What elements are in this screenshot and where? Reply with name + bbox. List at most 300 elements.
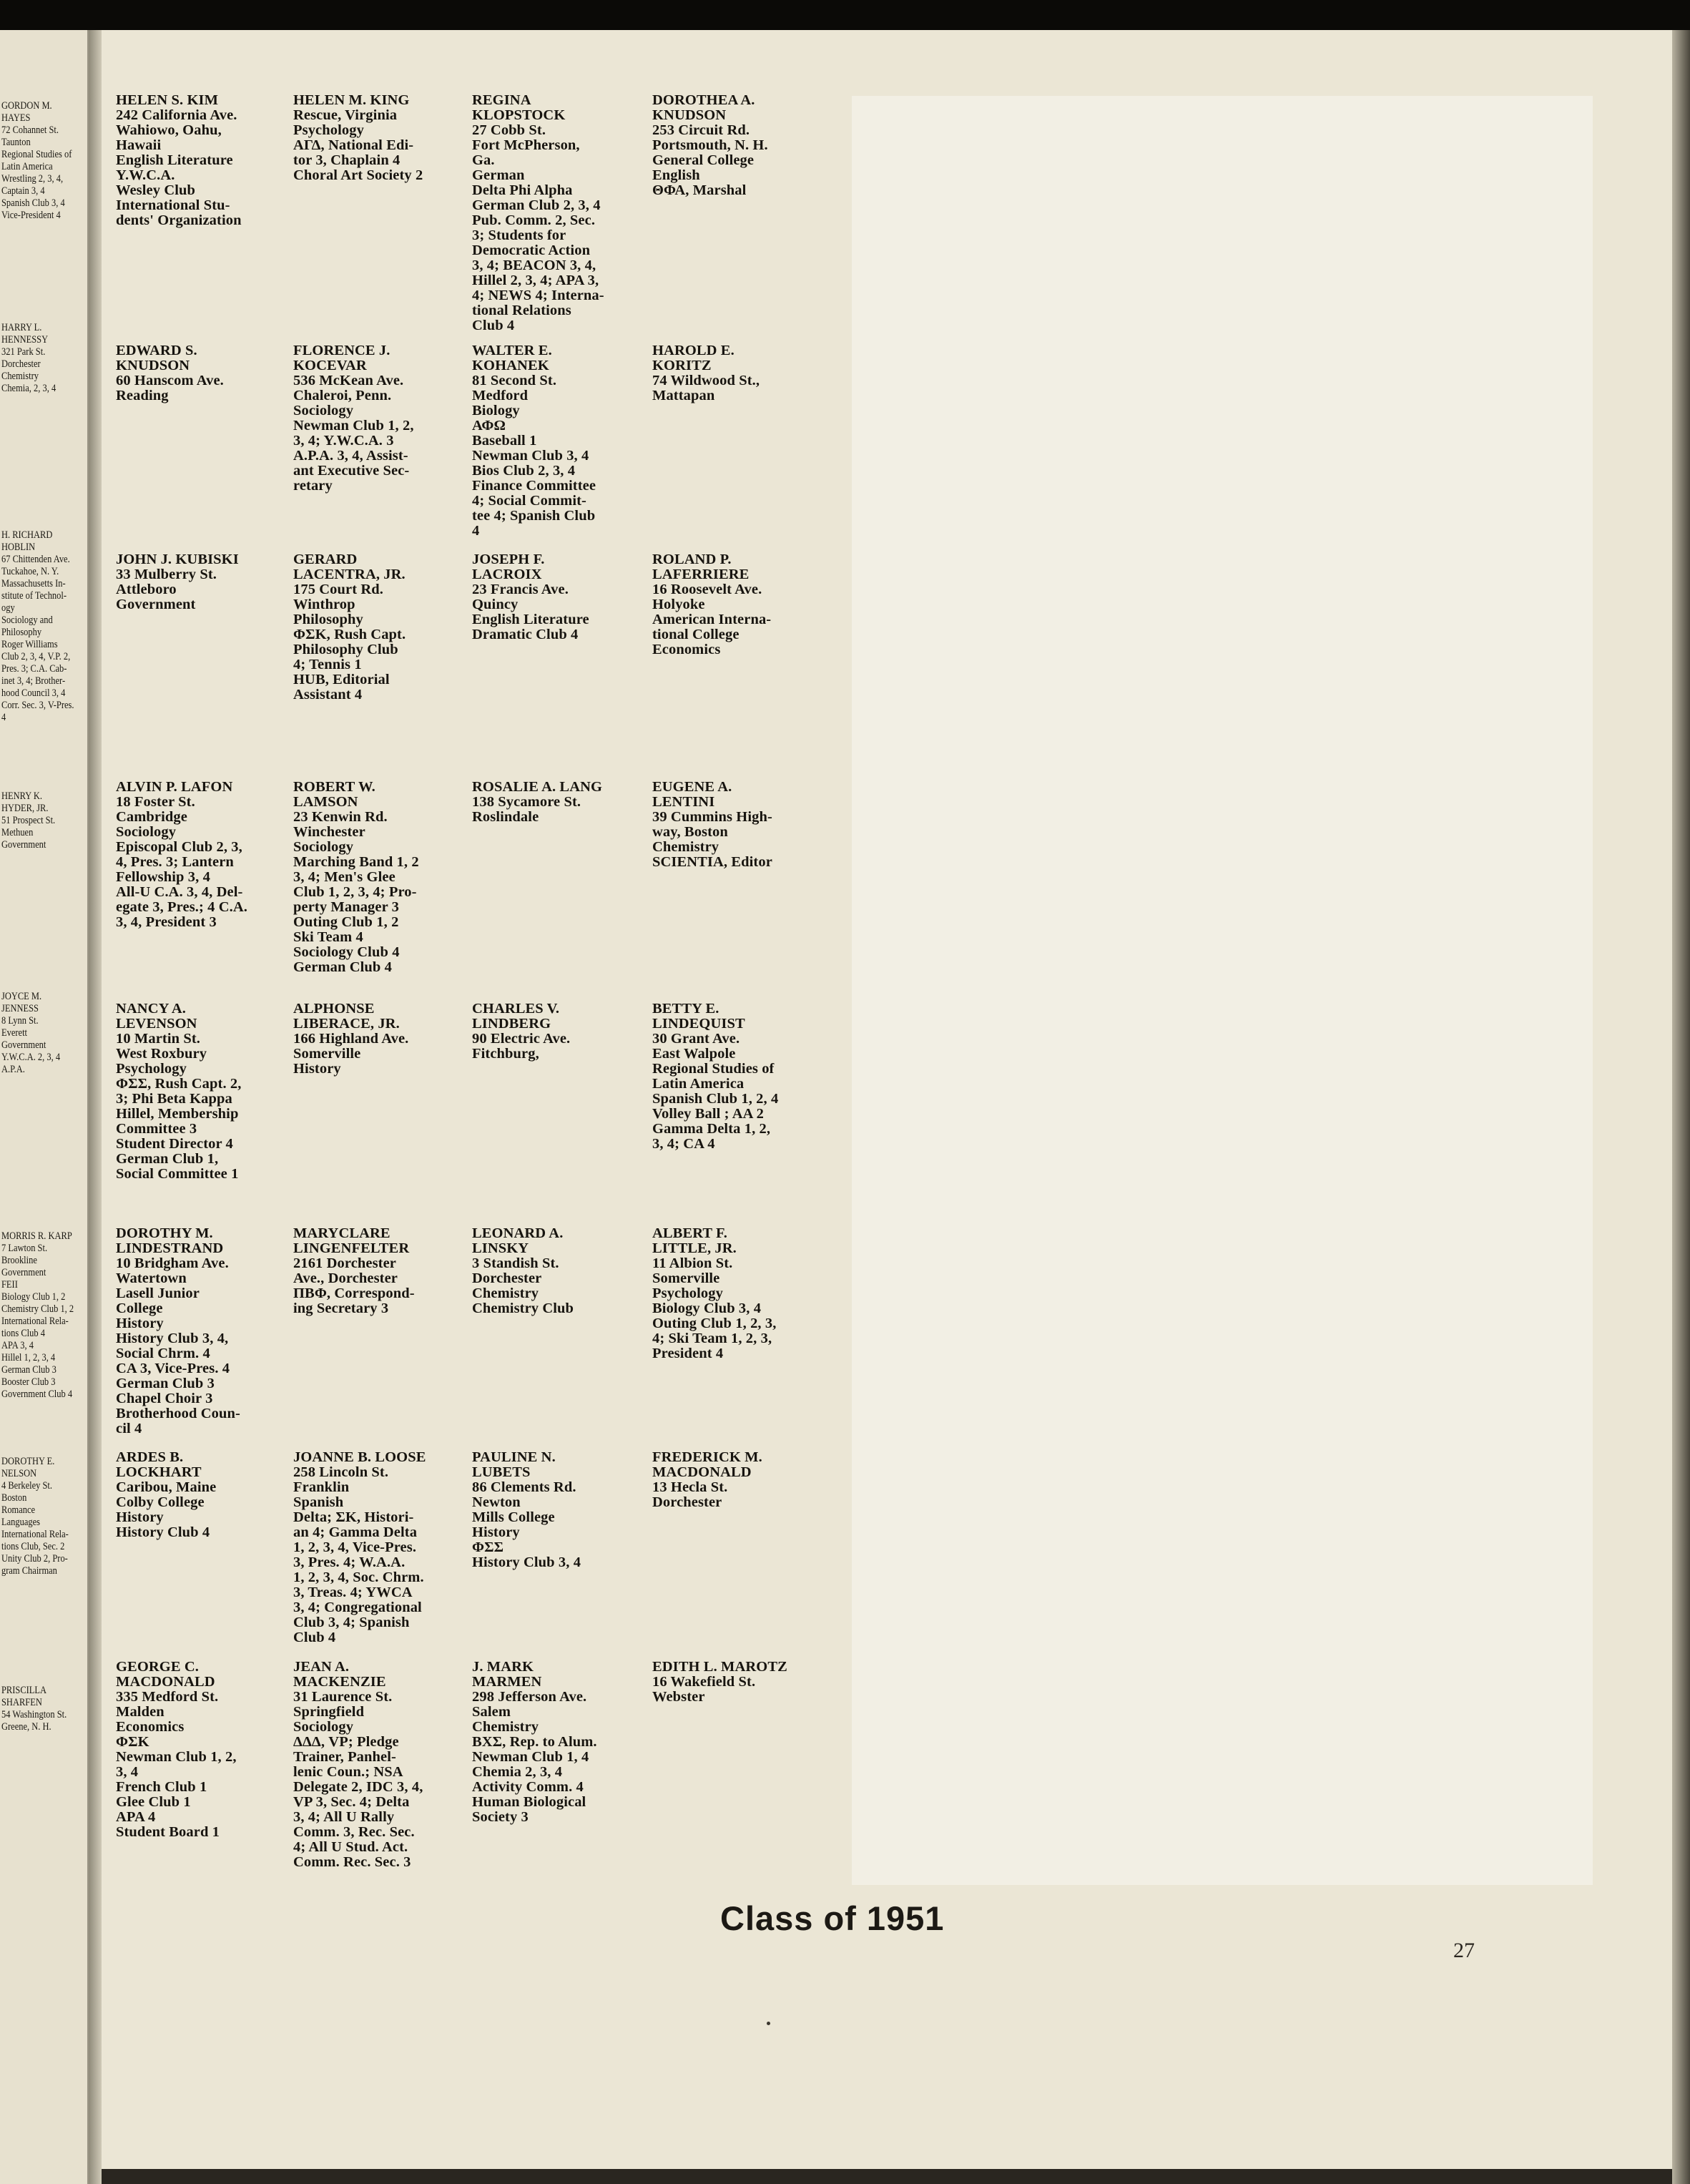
student-detail-line: Somerville <box>652 1271 720 1286</box>
student-detail-line: Student Director 4 <box>116 1137 233 1152</box>
student-detail-line: Outing Club 1, 2, 3, <box>652 1316 777 1331</box>
student-name: MACDONALD <box>652 1465 752 1480</box>
student-detail-line: Malden <box>116 1705 164 1720</box>
student-detail-line: 175 Court Rd. <box>293 582 384 597</box>
student-detail-line: Regional Studies of <box>652 1062 775 1077</box>
student-entry <box>652 780 825 870</box>
student-detail-line: Psychology <box>652 1286 723 1301</box>
student-name: LEVENSON <box>116 1017 197 1032</box>
student-detail-line: Sociology <box>293 1720 354 1735</box>
student-detail-line: Newman Club 3, 4 <box>472 449 589 464</box>
student-detail-line: Human Biological <box>472 1795 586 1810</box>
student-detail-line: German <box>472 168 525 183</box>
student-detail-line: 3, 4; CA 4 <box>652 1137 715 1152</box>
student-name: MACDONALD <box>116 1675 215 1690</box>
student-name: LINDBERG <box>472 1017 551 1032</box>
student-detail-line: VP 3, Sec. 4; Delta <box>293 1795 410 1810</box>
margin-entry-line: Massachusetts In- <box>1 578 66 589</box>
student-name: LITTLE, JR. <box>652 1241 737 1256</box>
margin-entry-line: International Rela- <box>1 1529 69 1540</box>
student-detail-line: ΦΣΚ, Rush Capt. <box>293 627 406 642</box>
student-detail-line: 242 California Ave. <box>116 108 237 123</box>
student-detail-line: Biology Club 3, 4 <box>652 1301 762 1316</box>
student-detail-line: Chemistry <box>472 1720 539 1735</box>
margin-entry-line: HENRY K. <box>1 790 43 802</box>
student-detail-line: CA 3, Vice-Pres. 4 <box>116 1361 230 1376</box>
student-detail-line: Newton <box>472 1495 521 1510</box>
student-name: EUGENE A. <box>652 780 732 795</box>
student-detail-line: ΠΒΦ, Correspond- <box>293 1286 415 1301</box>
margin-entry-line: Booster Club 3 <box>1 1376 56 1388</box>
margin-entry <box>1 529 87 724</box>
student-detail-line: Sociology Club 4 <box>293 945 400 960</box>
student-detail-line: History Club 3, 4 <box>472 1555 581 1570</box>
margin-entry-line: Latin America <box>1 161 53 172</box>
student-name: LOCKHART <box>116 1465 202 1480</box>
student-detail-line: Webster <box>652 1690 705 1705</box>
margin-entry-line: HYDER, JR. <box>1 803 49 814</box>
student-detail-line: Psychology <box>116 1062 187 1077</box>
student-name: LAFERRIERE <box>652 567 750 582</box>
student-detail-line: Committee 3 <box>116 1122 197 1137</box>
student-detail-line: Delta; ΣΚ, Histori- <box>293 1510 414 1525</box>
class-title: Class of 1951 <box>720 1899 945 1937</box>
student-detail-line: International Stu- <box>116 198 230 213</box>
student-detail-line: ΘΦΑ, Marshal <box>652 183 747 198</box>
student-detail-line: 4 <box>472 524 480 539</box>
margin-entry-line: Vice-President 4 <box>1 210 61 221</box>
student-name: KOHANEK <box>472 358 549 373</box>
student-entry <box>293 1660 466 1870</box>
margin-entry-line: 8 Lynn St. <box>1 1015 39 1027</box>
student-entry <box>116 780 289 930</box>
margin-entry-line: German Club 3 <box>1 1364 57 1376</box>
student-detail-line: Sociology <box>293 403 354 418</box>
student-detail-line: 3, 4; Congregational <box>293 1600 422 1615</box>
student-detail-line: Dorchester <box>652 1495 722 1510</box>
student-entry <box>293 93 466 183</box>
student-detail-line: English <box>652 168 700 183</box>
margin-entry-line: Government <box>1 839 46 851</box>
student-detail-line: 31 Laurence St. <box>293 1690 393 1705</box>
student-detail-line: APA 4 <box>116 1810 156 1825</box>
student-detail-line: President 4 <box>652 1346 724 1361</box>
student-name: ALPHONSE <box>293 1002 375 1017</box>
student-detail-line: French Club 1 <box>116 1780 207 1795</box>
student-detail-line: Philosophy Club <box>293 642 398 657</box>
margin-entry-line: MORRIS R. KARP <box>1 1230 72 1242</box>
margin-entry-line: HARRY L. <box>1 322 42 333</box>
margin-entry-line: inet 3, 4; Brother- <box>1 675 66 687</box>
student-detail-line: 13 Hecla St. <box>652 1480 728 1495</box>
student-detail-line: Latin America <box>652 1077 745 1092</box>
student-detail-line: cil 4 <box>116 1421 142 1436</box>
student-name: LACENTRA, JR. <box>293 567 406 582</box>
margin-entry-line: HOBLIN <box>1 542 36 553</box>
student-detail-line: 4; Tennis 1 <box>293 657 362 672</box>
student-detail-line: Economics <box>652 642 721 657</box>
book-gutter <box>89 30 102 2184</box>
student-detail-line: General College <box>652 153 755 168</box>
student-detail-line: Social Committee 1 <box>116 1167 239 1182</box>
student-entry <box>116 343 289 403</box>
margin-entry-line: GORDON M. <box>1 100 52 112</box>
student-detail-line: Wahiowo, Oahu, <box>116 123 222 138</box>
student-detail-line: Chemia 2, 3, 4 <box>472 1765 563 1780</box>
margin-entry-line: APA 3, 4 <box>1 1340 34 1351</box>
student-detail-line: East Walpole <box>652 1047 736 1062</box>
student-detail-line: Baseball 1 <box>472 434 537 449</box>
student-detail-line: Fort McPherson, <box>472 138 580 153</box>
student-detail-line: ΦΣΣ <box>472 1540 504 1555</box>
student-detail-line: Medford <box>472 388 529 403</box>
margin-entry <box>1 1456 87 1577</box>
student-detail-line: Salem <box>472 1705 511 1720</box>
student-name: KOCEVAR <box>293 358 367 373</box>
margin-entry-line: 67 Chittenden Ave. <box>1 554 70 565</box>
student-name: MARYCLARE <box>293 1226 390 1241</box>
margin-entry-line: Roger Williams <box>1 639 58 650</box>
student-detail-line: 258 Lincoln St. <box>293 1465 389 1480</box>
student-detail-line: Democratic Action <box>472 243 591 258</box>
student-detail-line: College <box>116 1301 163 1316</box>
student-name: J. MARK <box>472 1660 534 1675</box>
student-entry <box>293 552 466 702</box>
student-detail-line: Philosophy <box>293 612 363 627</box>
margin-entry-line: Dorchester <box>1 358 41 370</box>
student-name: HAROLD E. <box>652 343 735 358</box>
student-detail-line: Spanish <box>293 1495 344 1510</box>
student-entry <box>472 1660 645 1825</box>
student-detail-line: Chemistry Club <box>472 1301 574 1316</box>
student-detail-line: Newman Club 1, 2, <box>293 418 414 434</box>
student-detail-line: Society 3 <box>472 1810 529 1825</box>
margin-entry <box>1 1230 87 1401</box>
student-detail-line: Roslindale <box>472 810 539 825</box>
student-detail-line: 4; NEWS 4; Interna- <box>472 288 604 303</box>
student-detail-line: Club 4 <box>293 1630 336 1645</box>
student-detail-line: Springfield <box>293 1705 365 1720</box>
student-detail-line: 335 Medford St. <box>116 1690 219 1705</box>
student-detail-line: ΔΔΔ, VP; Pledge <box>293 1735 399 1750</box>
student-detail-line: Fitchburg, <box>472 1047 539 1062</box>
student-name: LACROIX <box>472 567 542 582</box>
student-entry <box>116 552 289 612</box>
student-detail-line: 4, Pres. 3; Lantern <box>116 855 234 870</box>
portrait-grid <box>852 96 1593 1885</box>
margin-entry-line: Government <box>1 1267 46 1278</box>
student-entry <box>293 1226 466 1316</box>
student-entry <box>116 93 289 228</box>
margin-entry-line: Romance <box>1 1504 36 1516</box>
student-detail-line: A.P.A. 3, 4, Assist- <box>293 449 408 464</box>
page-number: 27 <box>1453 1939 1475 1962</box>
student-detail-line: Fellowship 3, 4 <box>116 870 210 885</box>
student-detail-line: ΦΣΚ <box>116 1735 149 1750</box>
margin-entry-line: gram Chairman <box>1 1565 57 1577</box>
margin-entry-line: Government <box>1 1039 46 1051</box>
student-detail-line: way, Boston <box>652 825 728 840</box>
student-detail-line: 3 Standish St. <box>472 1256 559 1271</box>
student-detail-line: 11 Albion St. <box>652 1256 733 1271</box>
student-entry <box>652 1450 825 1510</box>
student-detail-line: German Club 4 <box>293 960 392 975</box>
student-name: LINDESTRAND <box>116 1241 224 1256</box>
student-detail-line: 4; All U Stud. Act. <box>293 1840 408 1855</box>
student-detail-line: dents' Organization <box>116 213 242 228</box>
student-name: LIBERACE, JR. <box>293 1017 400 1032</box>
margin-entry-line: Greene, N. H. <box>1 1721 51 1733</box>
margin-entry-line: NELSON <box>1 1468 37 1479</box>
student-name: EDITH L. MAROTZ <box>652 1660 787 1675</box>
student-detail-line: Student Board 1 <box>116 1825 220 1840</box>
margin-entry-line: Spanish Club 3, 4 <box>1 197 65 209</box>
student-detail-line: retary <box>293 479 333 494</box>
student-detail-line: Assistant 4 <box>293 687 363 702</box>
student-detail-line: Volley Ball ; AA 2 <box>652 1107 764 1122</box>
student-detail-line: Choral Art Society 2 <box>293 168 423 183</box>
student-entry <box>293 780 466 975</box>
student-detail-line: 3, 4; Men's Glee <box>293 870 396 885</box>
margin-entry-line: Methuen <box>1 827 34 838</box>
margin-entry-line: JOYCE M. <box>1 991 42 1002</box>
student-entry <box>652 93 825 198</box>
student-detail-line: Sociology <box>116 825 177 840</box>
student-detail-line: Wesley Club <box>116 183 196 198</box>
student-detail-line: Gamma Delta 1, 2, <box>652 1122 771 1137</box>
scan-border-top <box>0 0 1690 30</box>
student-detail-line: ΑΦΩ <box>472 418 506 434</box>
student-detail-line: SCIENTIA, Editor <box>652 855 772 870</box>
student-detail-line: Delegate 2, IDC 3, 4, <box>293 1780 423 1795</box>
student-name: FREDERICK M. <box>652 1450 762 1465</box>
student-detail-line: Biology <box>472 403 520 418</box>
margin-entry-line: Regional Studies of <box>1 149 72 160</box>
student-name: JOSEPH F. <box>472 552 545 567</box>
student-entry <box>652 552 825 657</box>
student-name: ALBERT F. <box>652 1226 728 1241</box>
student-detail-line: 3; Students for <box>472 228 566 243</box>
student-detail-line: Somerville <box>293 1047 361 1062</box>
margin-entry-line: 54 Washington St. <box>1 1709 67 1720</box>
margin-entry-line: JENNESS <box>1 1003 39 1014</box>
student-detail-line: Trainer, Panhel- <box>293 1750 396 1765</box>
margin-entry-line: Sociology and <box>1 614 53 626</box>
margin-entry-line: SHARFEN <box>1 1697 42 1708</box>
student-detail-line: Chapel Choir 3 <box>116 1391 213 1406</box>
student-entry <box>116 1226 289 1436</box>
student-detail-line: Attleboro <box>116 582 177 597</box>
student-detail-line: 16 Roosevelt Ave. <box>652 582 762 597</box>
student-detail-line: Colby College <box>116 1495 205 1510</box>
student-detail-line: 3, 4; Y.W.C.A. 3 <box>293 434 394 449</box>
student-entry <box>472 1450 645 1570</box>
student-name: DOROTHY M. <box>116 1226 213 1241</box>
student-detail-line: Quincy <box>472 597 519 612</box>
student-detail-line: 86 Clements Rd. <box>472 1480 576 1495</box>
student-detail-line: 27 Cobb St. <box>472 123 546 138</box>
student-name: HELEN M. KING <box>293 93 410 108</box>
student-detail-line: tional Relations <box>472 303 571 318</box>
student-detail-line: 253 Circuit Rd. <box>652 123 750 138</box>
student-detail-line: Mills College <box>472 1510 555 1525</box>
student-entry <box>652 1660 825 1705</box>
student-name: DOROTHEA A. <box>652 93 755 108</box>
student-name: KNUDSON <box>652 108 727 123</box>
margin-entry-line: Philosophy <box>1 627 42 638</box>
student-detail-line: Ski Team 4 <box>293 930 363 945</box>
student-detail-line: Club 4 <box>472 318 515 333</box>
student-detail-line: 536 McKean Ave. <box>293 373 404 388</box>
student-detail-line: 166 Highland Ave. <box>293 1032 409 1047</box>
margin-entry-line: HENNESSY <box>1 334 49 346</box>
student-name: ARDES B. <box>116 1450 184 1465</box>
student-entry <box>472 780 645 825</box>
student-detail-line: Caribou, Maine <box>116 1480 217 1495</box>
student-name: CHARLES V. <box>472 1002 560 1017</box>
margin-entry-line: Hillel 1, 2, 3, 4 <box>1 1352 56 1363</box>
student-detail-line: Chemistry <box>472 1286 539 1301</box>
margin-entry-line: 7 Lawton St. <box>1 1243 48 1254</box>
margin-entry-line: 321 Park St. <box>1 346 46 358</box>
student-detail-line: 3, Pres. 4; W.A.A. <box>293 1555 406 1570</box>
student-detail-line: Newman Club 1, 4 <box>472 1750 589 1765</box>
student-name: MACKENZIE <box>293 1675 386 1690</box>
student-entry <box>293 343 466 494</box>
student-name: NANCY A. <box>116 1002 186 1017</box>
student-detail-line: 23 Kenwin Rd. <box>293 810 388 825</box>
student-detail-line: 81 Second St. <box>472 373 557 388</box>
student-detail-line: 16 Wakefield St. <box>652 1675 756 1690</box>
margin-entry <box>1 1685 87 1733</box>
student-detail-line: lenic Coun.; NSA <box>293 1765 403 1780</box>
margin-entry-line: FEII <box>1 1279 18 1291</box>
student-entry <box>472 552 645 642</box>
margin-entry-line: Captain 3, 4 <box>1 185 45 197</box>
student-name: LINDEQUIST <box>652 1017 745 1032</box>
student-detail-line: Ave., Dorchester <box>293 1271 398 1286</box>
student-detail-line: ing Secretary 3 <box>293 1301 389 1316</box>
student-name: REGINA <box>472 93 531 108</box>
student-entry <box>116 1002 289 1182</box>
student-detail-line: Outing Club 1, 2 <box>293 915 399 930</box>
margin-entry-line: Unity Club 2, Pro- <box>1 1553 68 1564</box>
student-detail-line: History <box>116 1510 164 1525</box>
student-detail-line: 74 Wildwood St., <box>652 373 760 388</box>
student-detail-line: German Club 1, <box>116 1152 219 1167</box>
student-detail-line: tional College <box>652 627 740 642</box>
student-name: ROLAND P. <box>652 552 732 567</box>
student-name: GEORGE C. <box>116 1660 199 1675</box>
student-detail-line: Reading <box>116 388 169 403</box>
margin-entry-line: Chemistry <box>1 371 39 382</box>
student-detail-line: History <box>472 1525 520 1540</box>
student-detail-line: Dramatic Club 4 <box>472 627 579 642</box>
student-entry <box>116 1450 289 1540</box>
student-detail-line: Winchester <box>293 825 365 840</box>
margin-entry <box>1 991 87 1076</box>
margin-entry-line: Languages <box>1 1517 41 1528</box>
student-detail-line: Delta Phi Alpha <box>472 183 573 198</box>
margin-entry-line: DOROTHY E. <box>1 1456 55 1467</box>
student-detail-line: History <box>293 1062 341 1077</box>
student-detail-line: German Club 2, 3, 4 <box>472 198 601 213</box>
margin-entry-line: HAYES <box>1 112 31 124</box>
margin-entry <box>1 322 87 395</box>
margin-entry-line: hood Council 3, 4 <box>1 687 66 699</box>
student-entry <box>652 1002 825 1152</box>
student-detail-line: perty Manager 3 <box>293 900 400 915</box>
scan-border-bottom <box>102 2169 1672 2184</box>
student-name: PAULINE N. <box>472 1450 556 1465</box>
margin-entry-line: Y.W.C.A. 2, 3, 4 <box>1 1052 61 1063</box>
student-detail-line: Comm. 3, Rec. Sec. <box>293 1825 415 1840</box>
student-name: FLORENCE J. <box>293 343 390 358</box>
student-detail-line: West Roxbury <box>116 1047 207 1062</box>
student-detail-line: 3, 4; BEACON 3, 4, <box>472 258 596 273</box>
student-entry <box>472 1226 645 1316</box>
student-detail-line: History Club 3, 4, <box>116 1331 229 1346</box>
student-detail-line: 1, 2, 3, 4, Vice-Pres. <box>293 1540 417 1555</box>
student-name: WALTER E. <box>472 343 552 358</box>
margin-entry-line: PRISCILLA <box>1 1685 47 1696</box>
student-detail-line: ΦΣΣ, Rush Capt. 2, <box>116 1077 242 1092</box>
student-detail-line: HUB, Editorial <box>293 672 390 687</box>
student-entry <box>472 1002 645 1062</box>
margin-entry-line: Pres. 3; C.A. Cab- <box>1 663 67 675</box>
margin-entry-line: Biology Club 1, 2 <box>1 1291 66 1303</box>
student-entry <box>116 1660 289 1840</box>
student-detail-line: 33 Mulberry St. <box>116 567 217 582</box>
margin-entry <box>1 790 87 851</box>
student-detail-line: Holyoke <box>652 597 705 612</box>
student-name: EDWARD S. <box>116 343 197 358</box>
student-detail-line: Winthrop <box>293 597 355 612</box>
margin-entry-line: tions Club 4 <box>1 1328 45 1339</box>
student-detail-line: Bios Club 2, 3, 4 <box>472 464 576 479</box>
margin-entry-line: 4 <box>1 712 6 723</box>
student-detail-line: Lasell Junior <box>116 1286 200 1301</box>
student-detail-line: 298 Jefferson Ave. <box>472 1690 587 1705</box>
student-name: KORITZ <box>652 358 712 373</box>
student-detail-line: an 4; Gamma Delta <box>293 1525 418 1540</box>
margin-entry-line: H. RICHARD <box>1 529 53 541</box>
student-name: LEONARD A. <box>472 1226 564 1241</box>
student-detail-line: ant Executive Sec- <box>293 464 410 479</box>
student-name: JEAN A. <box>293 1660 350 1675</box>
student-detail-line: History Club 4 <box>116 1525 210 1540</box>
student-detail-line: Club 1, 2, 3, 4; Pro- <box>293 885 417 900</box>
margin-entry-line: Government Club 4 <box>1 1389 73 1400</box>
margin-entry-line: Boston <box>1 1492 27 1504</box>
student-entry <box>293 1450 466 1645</box>
student-name: JOANNE B. LOOSE <box>293 1450 426 1465</box>
margin-entry-line: tions Club, Sec. 2 <box>1 1541 65 1552</box>
student-name: LINGENFELTER <box>293 1241 410 1256</box>
student-detail-line: Government <box>116 597 196 612</box>
student-detail-line: 3, 4 <box>116 1765 139 1780</box>
student-detail-line: Glee Club 1 <box>116 1795 191 1810</box>
student-name: LUBETS <box>472 1465 531 1480</box>
student-name: HELEN S. KIM <box>116 93 219 108</box>
student-detail-line: 23 Francis Ave. <box>472 582 569 597</box>
student-detail-line: ΒΧΣ, Rep. to Alum. <box>472 1735 597 1750</box>
scan-speck <box>767 2022 770 2025</box>
student-detail-line: Rescue, Virginia <box>293 108 398 123</box>
student-detail-line: Sociology <box>293 840 354 855</box>
student-detail-line: 2161 Dorchester <box>293 1256 397 1271</box>
margin-entry <box>1 100 87 222</box>
